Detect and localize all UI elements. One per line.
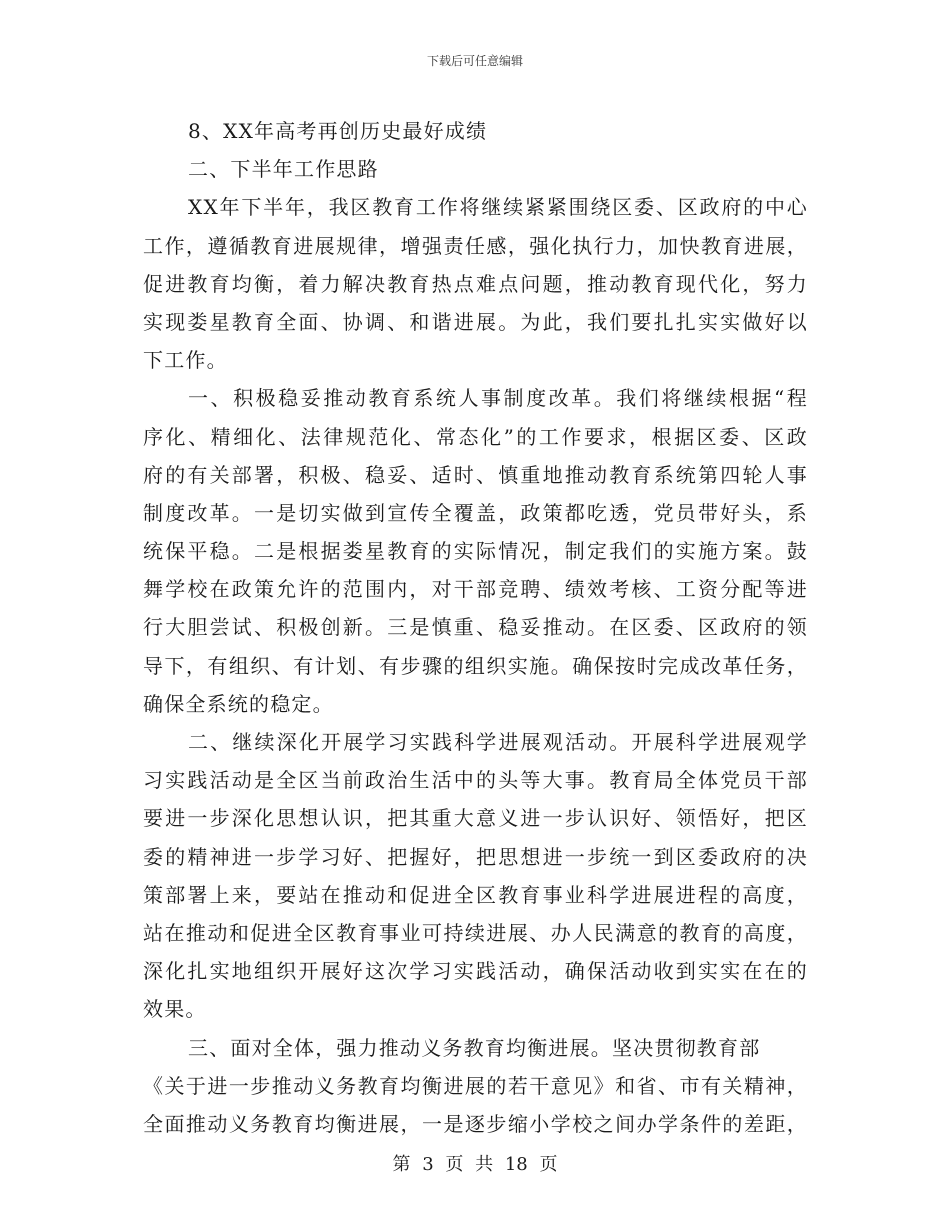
paragraph-line: 深化扎实地组织开展好这次学习实践活动，确保活动收到实实在在的: [143, 959, 808, 984]
paragraph-line: 行大胆尝试、积极创新。三是慎重、稳妥推动。在区委、区政府的领: [143, 615, 808, 640]
paragraph-line: 舞学校在政策允许的范围内，对干部竞聘、绩效考核、工资分配等进: [143, 577, 808, 602]
page-header-note: 下载后可任意编辑: [426, 54, 523, 68]
paragraph-line: 要进一步深化思想认识，把其重大意义进一步认识好、领悟好，把区: [143, 806, 808, 831]
paragraph-line: 促进教育均衡，着力解决教育热点难点问题，推动教育现代化，努力: [143, 271, 808, 296]
paragraph-line: 三、面对全体，强力推动义务教育均衡进展。坚决贯彻教育部: [188, 1035, 761, 1060]
paragraph-line: 统保平稳。二是根据娄星教育的实际情况，制定我们的实施方案。鼓: [143, 539, 808, 564]
paragraph-line: 策部署上来，要站在推动和促进全区教育事业科学进展进程的高度，: [143, 882, 808, 907]
paragraph-line: 习实践活动是全区当前政治生活中的头等大事。教育局全体党员干部: [143, 768, 808, 793]
paragraph-line: 制度改革。一是切实做到宣传全覆盖，政策都吃透，党员带好头，系: [143, 500, 808, 525]
paragraph-line: 导下，有组织、有计划、有步骤的组织实施。确保按时完成改革任务，: [143, 653, 808, 678]
paragraph-line: 效果。: [143, 997, 207, 1022]
paragraph-line: 实现娄星教育全面、协调、和谐进展。为此，我们要扎扎实实做好以: [143, 309, 808, 334]
paragraph-line: 确保全系统的稳定。: [143, 691, 334, 716]
paragraph-line: 下工作。: [143, 348, 228, 373]
paragraph-line: 府的有关部署，积极、稳妥、适时、慎重地推动教育系统第四轮人事: [143, 462, 808, 487]
paragraph-line: 工作，遵循教育进展规律，增强责任感，强化执行力，加快教育进展，: [143, 233, 808, 258]
paragraph-line: 站在推动和促进全区教育事业可持续进展、办人民满意的教育的高度，: [143, 920, 808, 945]
section-item-8-heading: 8、XX年高考再创历史最好成绩: [188, 119, 488, 143]
paragraph-line: 委的精神进一步学习好、把握好，把思想进一步统一到区委政府的决: [143, 844, 808, 869]
paragraph-line: 二、继续深化开展学习实践科学进展观活动。开展科学进展观学: [188, 730, 808, 754]
document-body: [143, 112, 808, 1143]
paragraph-line: 全面推动义务教育均衡进展，一是逐步缩小学校之间办学条件的差距，: [143, 1111, 808, 1136]
section-heading-2: 二、下半年工作思路: [188, 157, 379, 182]
paragraph-line: 一、积极稳妥推动教育系统人事制度改革。我们将继续根据“程: [188, 386, 808, 411]
paragraph-line: XX年下半年，我区教育工作将继续紧紧围绕区委、区政府的中心: [188, 195, 808, 220]
page-number-footer: 第 3 页 共 18 页: [392, 1154, 558, 1175]
paragraph-line: 序化、精细化、法律规范化、常态化”的工作要求，根据区委、区政: [143, 424, 808, 449]
paragraph-line: 《关于进一步推动义务教育均衡进展的若干意见》和省、市有关精神，: [143, 1073, 808, 1098]
